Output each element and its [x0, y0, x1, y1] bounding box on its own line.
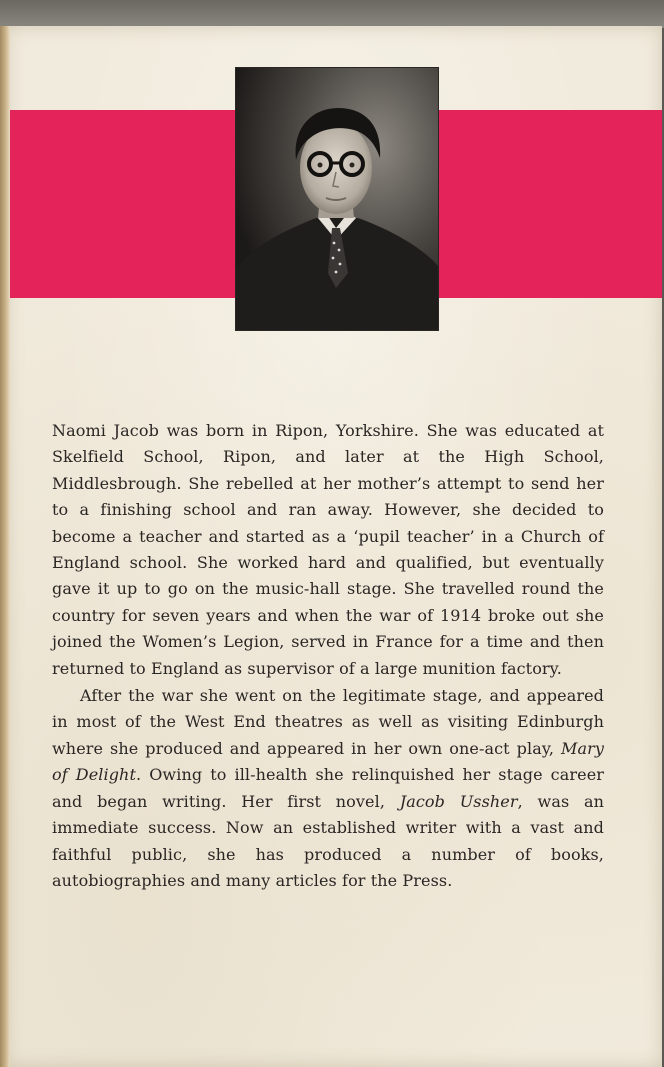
- play-title: Mary of Delight: [52, 738, 604, 785]
- bio-paragraph-2-part-1: After the war she went on the legitimate stage, and appeared in most of the West End theatres as well as visiting Edinburgh where she produced and appeared in her own one-act play,: [52, 686, 604, 758]
- bio-paragraph-2-part-3: , was an immediate success. Now an established writer with a vast and faithful public, she has produced a number of books, autobiographies and many articles for the Press.: [52, 791, 604, 890]
- novel-title: Jacob Ussher: [399, 791, 518, 811]
- author-biography: [52, 418, 604, 894]
- bio-paragraph-1: Naomi Jacob was born in Ripon, Yorkshire. She was educated at Skelfield School, Ripon, and later at the High School, Middlesbrough. She rebelled at her mother’s attempt to send her to a finishing school and ran away. However, she decided to become a teacher and started as a ‘pupil teacher’ in a Church of England school. She worked hard and qualified, but eventually gave it up to go on the music-hall stage. She travelled round the country for seven years and when the war of 1914 broke out she joined the Women’s Legion, served in France for a time and then returned to England as supervisor of a large munition factory.: [52, 421, 604, 678]
- cover-spine-edge: [0, 26, 10, 1067]
- bio-paragraph-2-part-2: . Owing to ill-health she relinquished her stage career and began writing. Her first novel,: [52, 765, 605, 811]
- bio-paragraph-2: [52, 683, 604, 894]
- scan-background-top: [0, 0, 664, 28]
- author-portrait-photo: [236, 68, 438, 330]
